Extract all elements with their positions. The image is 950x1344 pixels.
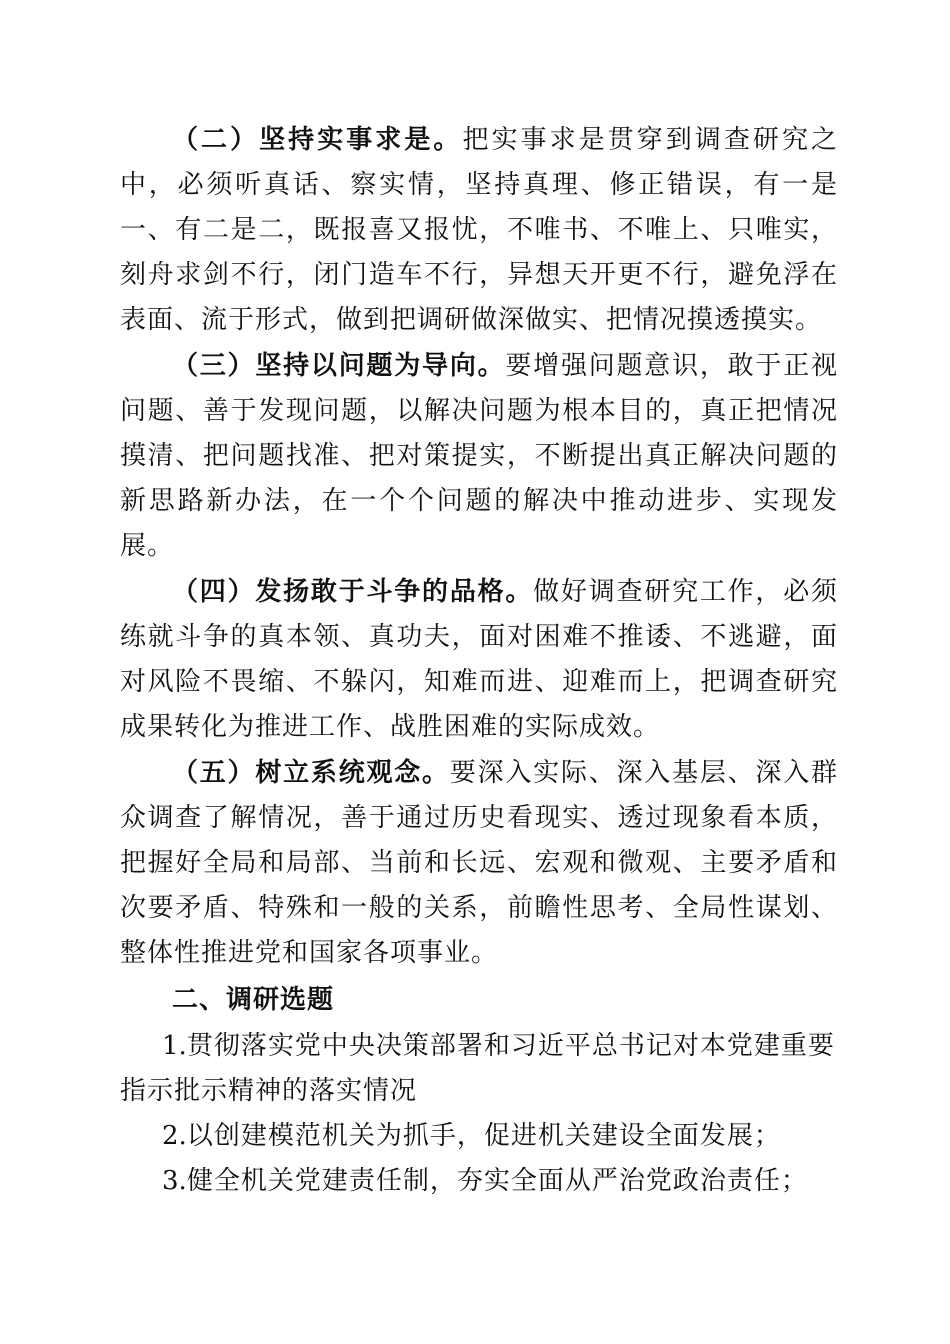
paragraph-body: 把实事求是贯穿到调查研究之中，必须听真话、察实情，坚持真理、修正错误，有一是一、有二是二，既报喜又报忧，不唯书、不唯上、只唯实，刻舟求剑不行，闭门造车不行，异想天开更不行，避免浮在表面、流于形式，做到把调研做深做实、把情况摸透摸实。 — [120, 125, 838, 335]
topic-item — [120, 1024, 838, 1114]
paragraph-problem-oriented — [120, 344, 838, 569]
topic-number: 3. — [162, 1166, 187, 1196]
topic-item — [120, 1114, 838, 1159]
section-heading: 二、调研选题 — [172, 985, 335, 1015]
paragraph-body: 要深入实际、深入基层、深入群众调查了解情况，善于通过历史看现实、透过现象看本质，把握好全局和局部、当前和长远、宏观和微观、主要矛盾和次要矛盾、特殊和一般的关系，前瞻性思考、全局性谋划、整体性推进党和国家各项事业。 — [120, 758, 838, 968]
paragraph-body: 要增强问题意识，敢于正视问题、善于发现问题，以解决问题为根本目的，真正把情况摸清、把问题找准、把对策提实，不断提出真正解决问题的新思路新办法，在一个个问题的解决中推动进步、实现发展。 — [120, 351, 838, 561]
paragraph-lead: （四）发扬敢于斗争的品格。 — [172, 577, 534, 607]
paragraph-lead: （五）树立系统观念。 — [172, 758, 450, 788]
topic-text: 贯彻落实党中央决策部署和习近平总书记对本党建重要指示批示精神的落实情况 — [120, 1031, 835, 1106]
paragraph-seek-truth — [120, 118, 838, 343]
paragraph-body: 做好调查研究工作，必须练就斗争的真本领、真功夫，面对困难不推诿、不逃避，面对风险不畏缩、不躲闪，知难而进、迎难而上，把调查研究成果转化为推进工作、战胜困难的实际成效。 — [120, 577, 838, 742]
topic-number: 1. — [162, 1031, 187, 1061]
topic-text: 以创建模范机关为抓手，促进机关建设全面发展； — [186, 1121, 781, 1151]
paragraph-systems-thinking — [120, 751, 838, 976]
topic-text: 健全机关党建责任制，夯实全面从严治党政治责任； — [186, 1166, 808, 1196]
paragraph-lead: （二）坚持实事求是。 — [172, 125, 463, 155]
topic-item — [120, 1159, 838, 1204]
topic-number: 2. — [162, 1121, 187, 1151]
paragraph-struggle-spirit — [120, 570, 838, 750]
paragraph-lead: （三）坚持以问题为导向。 — [172, 351, 506, 381]
